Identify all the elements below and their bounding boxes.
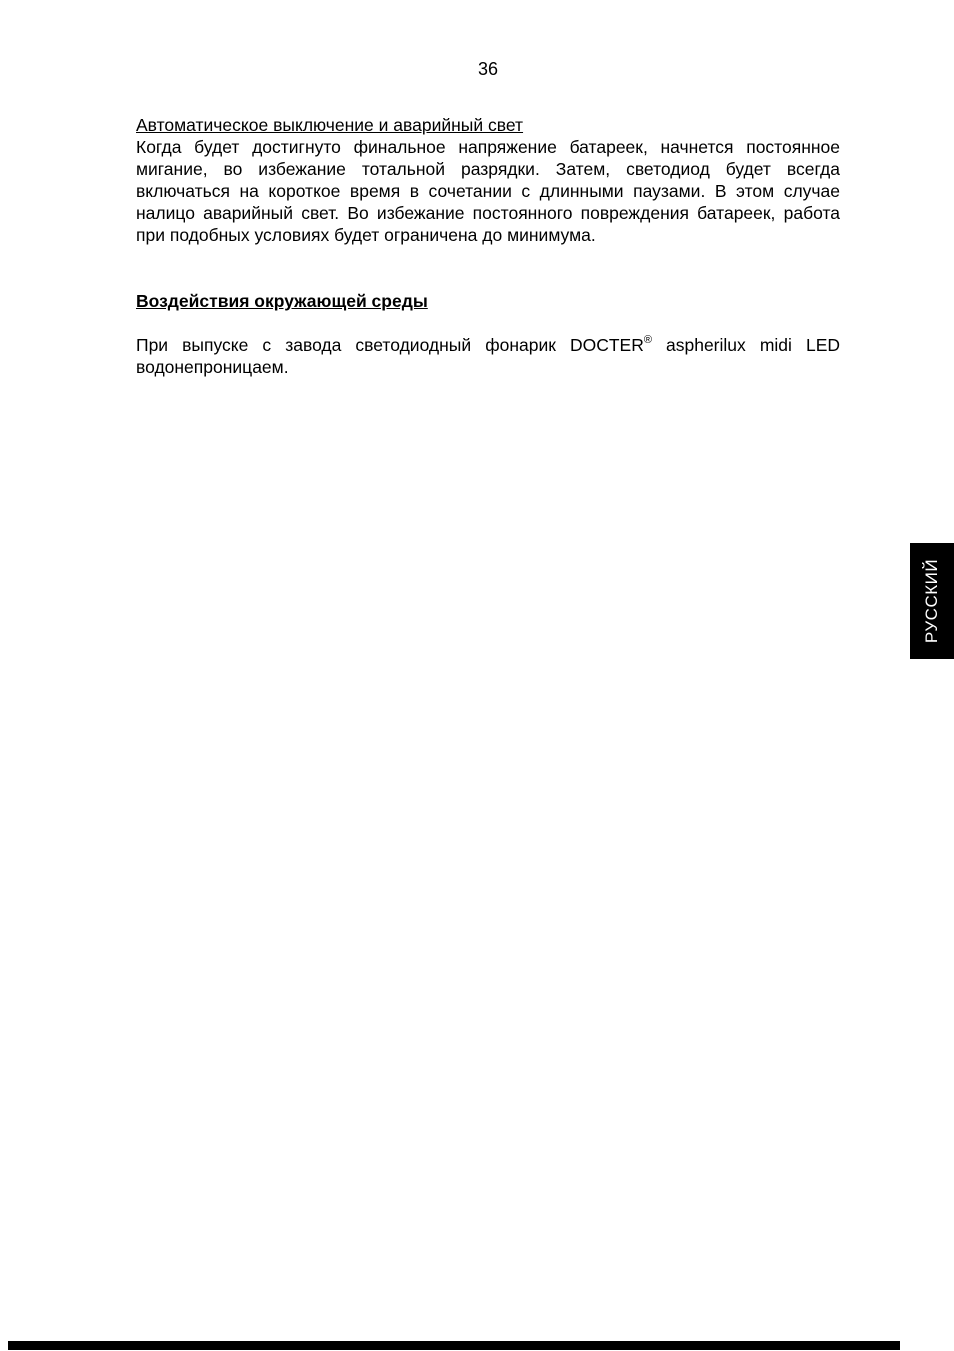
section-title-auto-shutoff: Автоматическое выключение и аварийный свет	[136, 115, 524, 135]
language-tab-label: РУССКИЙ	[922, 558, 942, 644]
paragraph-environment	[136, 334, 840, 378]
registered-trademark-mark: ®	[643, 334, 652, 347]
language-tab	[910, 543, 954, 659]
footer-rule	[8, 1341, 900, 1350]
section-title-environment: Воздействия окружающей среды	[136, 291, 428, 311]
paragraph-auto-shutoff: Когда будет достигнуто финальное напряжение батареек, начнется постоянное мигание, во избежание тотальной разрядки. Затем, светодиод будет всегда включаться на короткое время в сочетании с длинными паузами. В этом случае налицо аварийный свет. Во избежание постоянного повреждения батареек, работа при подобных условиях будет ограничена до минимума.	[136, 137, 840, 245]
environment-text-start: При выпуске с завода светодиодный фонарик DOCTER	[136, 335, 644, 355]
page-number: 36	[477, 59, 499, 79]
document-body	[136, 114, 840, 378]
environment-text-end: aspherilux midi LED водонепроницаем.	[136, 335, 840, 377]
